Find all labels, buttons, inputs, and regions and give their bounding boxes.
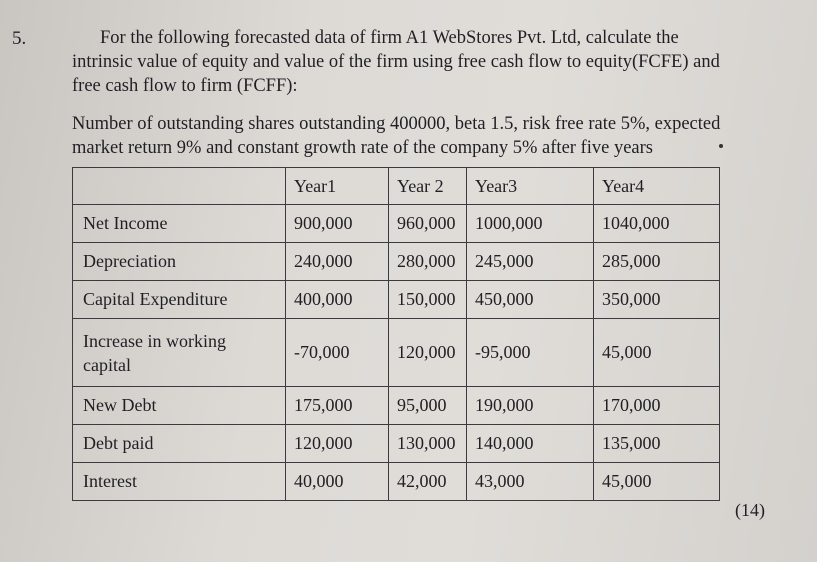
table-cell: 120,000 <box>389 319 467 387</box>
table-cell: 150,000 <box>389 281 467 319</box>
row-label: Capital Expenditure <box>73 281 286 319</box>
table-cell: 42,000 <box>389 463 467 501</box>
row-label: Debt paid <box>73 425 286 463</box>
stray-dot <box>719 144 723 148</box>
table-cell: 175,000 <box>286 387 389 425</box>
table-row <box>73 281 720 319</box>
intro-line: free cash flow to firm (FCFF): <box>72 76 298 96</box>
table-cell: 400,000 <box>286 281 389 319</box>
table-cell: 450,000 <box>467 281 594 319</box>
table-cell: 170,000 <box>594 387 720 425</box>
table-cell: 960,000 <box>389 205 467 243</box>
table-cell: 130,000 <box>389 425 467 463</box>
row-label: Increase in working capital <box>73 319 286 387</box>
row-label: Interest <box>73 463 286 501</box>
table-cell: 245,000 <box>467 243 594 281</box>
intro-line: intrinsic value of equity and value of the firm using free cash flow to equity(FCFE) and <box>72 52 720 72</box>
table-cell: 285,000 <box>594 243 720 281</box>
table-row <box>73 387 720 425</box>
table-cell: 1000,000 <box>467 205 594 243</box>
table-cell: 120,000 <box>286 425 389 463</box>
given-line: market return 9% and constant growth rate of the company 5% after five years <box>72 138 653 158</box>
intro-line: For the following forecasted data of firm A1 WebStores Pvt. Ltd, calculate the <box>100 28 679 48</box>
table-cell: 900,000 <box>286 205 389 243</box>
table-cell: 190,000 <box>467 387 594 425</box>
question-intro <box>72 26 772 98</box>
forecast-table <box>72 167 720 501</box>
table-cell: 45,000 <box>594 463 720 501</box>
table-header-row <box>73 168 720 205</box>
table-cell: 240,000 <box>286 243 389 281</box>
table-row <box>73 319 720 387</box>
header-cell: Year3 <box>467 168 594 205</box>
table-row <box>73 425 720 463</box>
table-row <box>73 243 720 281</box>
row-label: Net Income <box>73 205 286 243</box>
given-data <box>72 112 772 160</box>
table-cell: 95,000 <box>389 387 467 425</box>
header-cell: Year 2 <box>389 168 467 205</box>
question-number: 5. <box>12 28 27 49</box>
table-row <box>73 205 720 243</box>
table-row <box>73 463 720 501</box>
table-cell: 140,000 <box>467 425 594 463</box>
table-cell: 350,000 <box>594 281 720 319</box>
table-cell: 280,000 <box>389 243 467 281</box>
given-line: Number of outstanding shares outstanding 400000, beta 1.5, risk free rate 5%, expected <box>72 114 721 134</box>
table-cell: -95,000 <box>467 319 594 387</box>
table-cell: 40,000 <box>286 463 389 501</box>
table-cell: 1040,000 <box>594 205 720 243</box>
table-cell: 43,000 <box>467 463 594 501</box>
marks-label: (14) <box>735 500 765 520</box>
header-cell: Year4 <box>594 168 720 205</box>
row-label: Depreciation <box>73 243 286 281</box>
header-cell: Year1 <box>286 168 389 205</box>
table-cell: 45,000 <box>594 319 720 387</box>
header-cell <box>73 168 286 205</box>
table-cell: -70,000 <box>286 319 389 387</box>
table-cell: 135,000 <box>594 425 720 463</box>
row-label: New Debt <box>73 387 286 425</box>
